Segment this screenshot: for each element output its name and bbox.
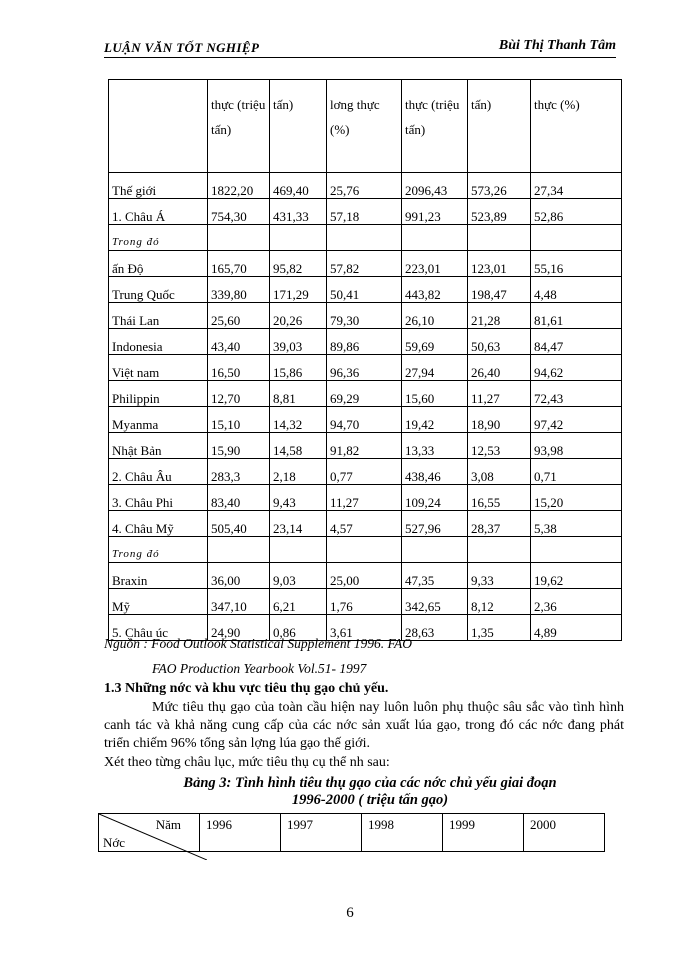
data-cell: 3,61 — [327, 615, 402, 641]
header-author: Bùi Thị Thanh Tâm — [498, 38, 616, 53]
table-row — [109, 537, 622, 563]
data-cell: 18,90 — [468, 407, 531, 433]
data-cell: 4,57 — [327, 511, 402, 537]
table-row — [109, 251, 622, 277]
data-cell: 93,98 — [531, 433, 622, 459]
data-cell: 25,00 — [327, 563, 402, 589]
table-row — [109, 485, 622, 511]
data-cell: 20,26 — [270, 303, 327, 329]
section-paragraph: Mức tiêu thụ gạo của toàn cầu hiện nay luôn luôn phụ thuộc sâu sắc vào tình hình canh tác và khả năng cung cấp của các nớc sản xuất lúa gạo, trong đó các nớc đang phát triển chiếm 96% tổng sản lợng lúa gạo thế giới. — [104, 700, 624, 751]
data-cell: 109,24 — [402, 485, 468, 511]
data-cell: 36,00 — [208, 563, 270, 589]
row-label: 1. Châu Á — [109, 199, 208, 225]
data-cell: 12,70 — [208, 381, 270, 407]
row-label: 4. Châu Mỹ — [109, 511, 208, 537]
data-cell: 342,65 — [402, 589, 468, 615]
table-row — [109, 303, 622, 329]
table-row — [109, 173, 622, 199]
data-cell: 2096,43 — [402, 173, 468, 199]
data-cell: 15,10 — [208, 407, 270, 433]
data-cell: 438,46 — [402, 459, 468, 485]
table3-caption-line1: Bảng 3: Tình hình tiêu thụ gạo của các nớc chủ yếu giai đoạn — [183, 775, 557, 791]
data-cell — [270, 537, 327, 563]
data-cell: 165,70 — [208, 251, 270, 277]
data-cell: 26,10 — [402, 303, 468, 329]
header-cell — [109, 80, 208, 173]
data-cell: 0,71 — [531, 459, 622, 485]
data-cell — [402, 225, 468, 251]
data-cell: 9,43 — [270, 485, 327, 511]
data-cell: 95,82 — [270, 251, 327, 277]
row-label: Trong đó — [109, 225, 208, 251]
table-row — [109, 199, 622, 225]
data-cell: 4,89 — [531, 615, 622, 641]
page-header — [104, 36, 616, 58]
source-line-2: FAO Production Yearbook Vol.51- 1997 — [152, 661, 367, 676]
data-cell: 55,16 — [531, 251, 622, 277]
data-cell: 4,48 — [531, 277, 622, 303]
data-cell — [270, 225, 327, 251]
year-cell: 1998 — [362, 814, 443, 852]
data-cell: 5,38 — [531, 511, 622, 537]
data-cell: 94,62 — [531, 355, 622, 381]
data-cell: 754,30 — [208, 199, 270, 225]
data-cell — [208, 225, 270, 251]
table3-caption-line2: 1996-2000 ( triệu tấn gạo) — [291, 792, 449, 808]
data-cell: 11,27 — [468, 381, 531, 407]
data-cell: 573,26 — [468, 173, 531, 199]
row-label: Trung Quốc — [109, 277, 208, 303]
row-label: Thái Lan — [109, 303, 208, 329]
header-cell: thực (triệu tấn) — [402, 80, 468, 173]
table-row — [109, 589, 622, 615]
data-cell: 2,18 — [270, 459, 327, 485]
header-cell: tấn) — [468, 80, 531, 173]
row-label: Indonesia — [109, 329, 208, 355]
header-cell: thực (%) — [531, 80, 622, 173]
data-cell — [468, 225, 531, 251]
table-row — [109, 381, 622, 407]
data-cell — [468, 537, 531, 563]
table-row — [109, 355, 622, 381]
data-cell — [327, 537, 402, 563]
data-cell: 28,37 — [468, 511, 531, 537]
data-cell: 12,53 — [468, 433, 531, 459]
table-row — [109, 511, 622, 537]
page-number: 6 — [346, 905, 354, 921]
year-cell: 1996 — [200, 814, 281, 852]
row-label: ấn Độ — [109, 251, 208, 277]
data-cell: 123,01 — [468, 251, 531, 277]
data-cell: 50,63 — [468, 329, 531, 355]
data-cell: 16,50 — [208, 355, 270, 381]
data-cell: 26,40 — [468, 355, 531, 381]
table-row — [109, 563, 622, 589]
data-cell: 1822,20 — [208, 173, 270, 199]
data-cell: 94,70 — [327, 407, 402, 433]
data-cell: 8,81 — [270, 381, 327, 407]
row-label: 2. Châu Âu — [109, 459, 208, 485]
data-cell: 15,20 — [531, 485, 622, 511]
data-cell: 69,29 — [327, 381, 402, 407]
data-cell: 11,27 — [327, 485, 402, 511]
data-cell: 198,47 — [468, 277, 531, 303]
data-cell: 523,89 — [468, 199, 531, 225]
data-cell: 27,94 — [402, 355, 468, 381]
data-cell: 83,40 — [208, 485, 270, 511]
row-label: Nhật Bản — [109, 433, 208, 459]
data-cell — [531, 537, 622, 563]
row-label: 3. Châu Phi — [109, 485, 208, 511]
data-cell: 43,40 — [208, 329, 270, 355]
data-cell: 57,82 — [327, 251, 402, 277]
data-cell: 15,90 — [208, 433, 270, 459]
row-label: Thế giới — [109, 173, 208, 199]
data-cell: 19,62 — [531, 563, 622, 589]
data-cell: 79,30 — [327, 303, 402, 329]
data-cell: 9,33 — [468, 563, 531, 589]
data-cell: 50,41 — [327, 277, 402, 303]
table-row — [109, 329, 622, 355]
data-cell: 84,47 — [531, 329, 622, 355]
data-cell: 25,60 — [208, 303, 270, 329]
data-cell — [327, 225, 402, 251]
section-last-line: Xét theo từng châu lục, mức tiêu thụ cụ thể nh sau: — [104, 755, 390, 770]
data-cell: 223,01 — [402, 251, 468, 277]
row-label: Philippin — [109, 381, 208, 407]
data-cell: 443,82 — [402, 277, 468, 303]
table3-diagonal-cell — [99, 814, 200, 852]
table-row — [109, 225, 622, 251]
data-cell: 15,86 — [270, 355, 327, 381]
table-header-row — [109, 80, 622, 173]
row-label: 5. Châu úc — [109, 615, 208, 641]
data-cell: 431,33 — [270, 199, 327, 225]
header-rule — [104, 57, 616, 58]
year-cell: 1999 — [443, 814, 524, 852]
row-label: Trong đó — [109, 537, 208, 563]
data-cell: 6,21 — [270, 589, 327, 615]
data-cell: 97,42 — [531, 407, 622, 433]
data-cell: 0,77 — [327, 459, 402, 485]
data-cell: 1,35 — [468, 615, 531, 641]
data-cell: 52,86 — [531, 199, 622, 225]
table-row — [109, 277, 622, 303]
data-cell: 81,61 — [531, 303, 622, 329]
data-cell: 19,42 — [402, 407, 468, 433]
data-cell: 2,36 — [531, 589, 622, 615]
section-heading: 1.3 Những nớc và khu vực tiêu thụ gạo chủ yếu. — [104, 681, 389, 696]
year-cell: 1997 — [281, 814, 362, 852]
data-cell — [531, 225, 622, 251]
data-cell: 28,63 — [402, 615, 468, 641]
data-cell: 72,43 — [531, 381, 622, 407]
data-cell: 16,55 — [468, 485, 531, 511]
data-cell: 0,86 — [270, 615, 327, 641]
data-cell: 21,28 — [468, 303, 531, 329]
row-label: Mỹ — [109, 589, 208, 615]
data-cell: 25,76 — [327, 173, 402, 199]
data-cell: 283,3 — [208, 459, 270, 485]
data-cell: 59,69 — [402, 329, 468, 355]
data-cell: 13,33 — [402, 433, 468, 459]
data-cell: 469,40 — [270, 173, 327, 199]
data-cell: 171,29 — [270, 277, 327, 303]
data-cell: 8,12 — [468, 589, 531, 615]
table-row — [109, 459, 622, 485]
consumption-table — [108, 79, 622, 641]
header-cell: lơng thực (%) — [327, 80, 402, 173]
data-cell: 527,96 — [402, 511, 468, 537]
data-cell: 14,32 — [270, 407, 327, 433]
data-cell: 15,60 — [402, 381, 468, 407]
data-cell — [208, 537, 270, 563]
header-cell: tấn) — [270, 80, 327, 173]
diag-country-label: Nớc — [103, 835, 126, 850]
row-label: Việt nam — [109, 355, 208, 381]
data-cell: 96,36 — [327, 355, 402, 381]
table-row — [109, 407, 622, 433]
data-cell: 3,08 — [468, 459, 531, 485]
data-cell: 24,90 — [208, 615, 270, 641]
table-row — [109, 433, 622, 459]
data-cell: 991,23 — [402, 199, 468, 225]
source-line-1: Nguồn : Food Outlook Statistical Supplement 1996. FAO — [104, 636, 412, 651]
table3-caption — [150, 775, 590, 809]
data-cell: 47,35 — [402, 563, 468, 589]
data-cell: 339,80 — [208, 277, 270, 303]
data-cell: 89,86 — [327, 329, 402, 355]
table3 — [98, 813, 605, 852]
data-cell: 9,03 — [270, 563, 327, 589]
table3-header-row — [99, 814, 605, 852]
header-cell: thực (triệu tấn) — [208, 80, 270, 173]
row-label: Braxin — [109, 563, 208, 589]
diag-year-label: Năm — [155, 817, 181, 832]
data-cell: 23,14 — [270, 511, 327, 537]
data-cell: 347,10 — [208, 589, 270, 615]
header-title: LUẬN VĂN TỐT NGHIỆP — [104, 40, 260, 55]
row-label: Myanma — [109, 407, 208, 433]
data-cell — [402, 537, 468, 563]
data-cell: 27,34 — [531, 173, 622, 199]
data-cell: 39,03 — [270, 329, 327, 355]
data-cell: 91,82 — [327, 433, 402, 459]
year-cell: 2000 — [524, 814, 605, 852]
data-cell: 14,58 — [270, 433, 327, 459]
data-cell: 57,18 — [327, 199, 402, 225]
data-cell: 1,76 — [327, 589, 402, 615]
data-cell: 505,40 — [208, 511, 270, 537]
